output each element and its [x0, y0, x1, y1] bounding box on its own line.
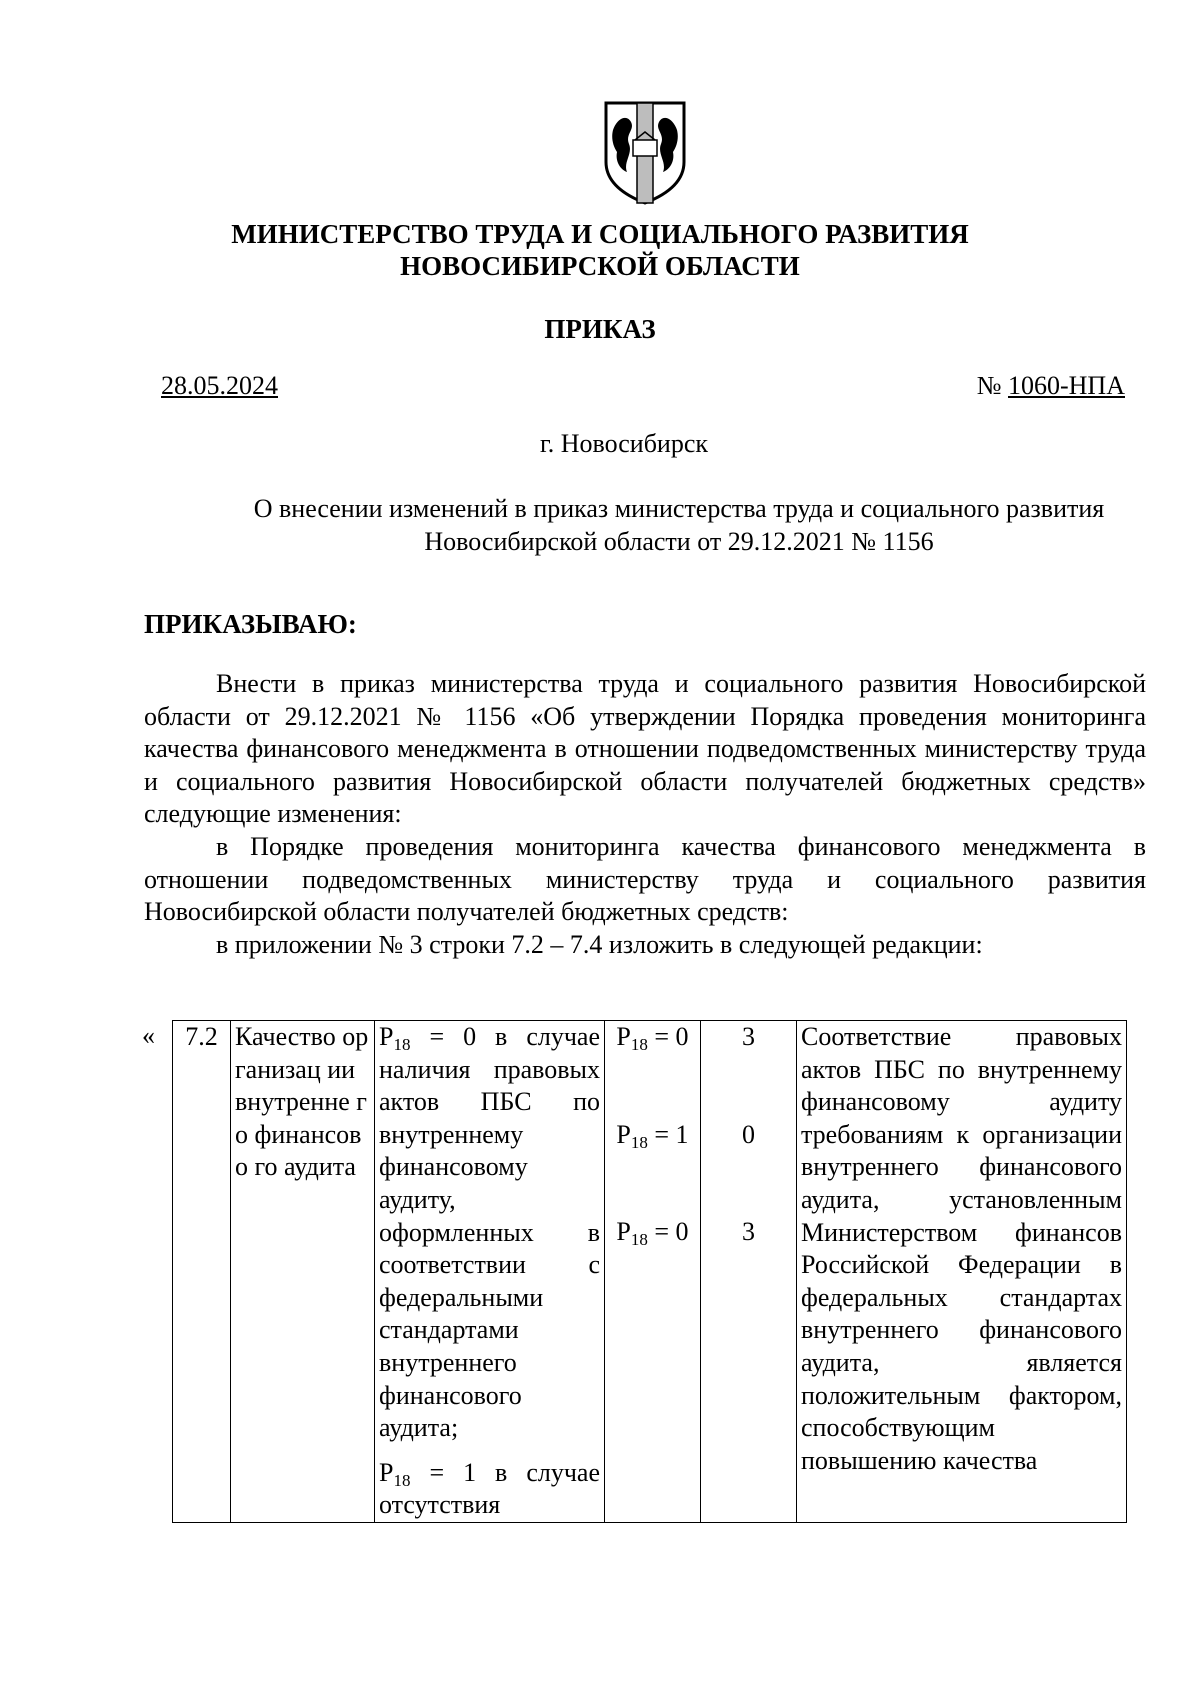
condition-2-text: = 1 в случае отсутствия: [379, 1457, 600, 1520]
condition-2: [379, 1457, 600, 1522]
score-values: [701, 1021, 797, 1523]
condition-2-var: P: [379, 1457, 394, 1487]
formula-var: P: [616, 1217, 631, 1247]
formula-var: P: [616, 1022, 631, 1051]
condition-2-sub: 18: [393, 1470, 411, 1490]
indicator-comment: Соответствие правовых актов ПБС по внутреннему финансовому аудиту требованиям к организации внутреннего финансового аудита, установленным Министерством финансов Российской Федерации в федеральных стандартах внутреннего финансового аудита, является положительным фактором, способствующим повышению качества: [797, 1021, 1127, 1523]
formula-values: [605, 1021, 701, 1523]
number-value: 1060-НПА: [1008, 371, 1125, 400]
paragraph-2: в Порядке проведения мониторинга качества финансового менеджмента в отношении подведомственных министерству труда и социального развития Новосибирской области получателей бюджетных средств:: [144, 831, 1146, 927]
ministry-name-line2: НОВОСИБИРСКОЙ ОБЛАСТИ: [400, 251, 800, 281]
number-prefix: №: [976, 371, 1008, 400]
score-1: 3: [742, 1022, 755, 1051]
open-quote: «: [142, 1021, 155, 1050]
amendment-table: [172, 1020, 1127, 1523]
score-3: 3: [742, 1217, 755, 1247]
condition-1-var: P: [379, 1022, 394, 1051]
indicator-conditions: [375, 1021, 605, 1523]
formula-var: P: [616, 1119, 631, 1149]
formula-value-1: [605, 1021, 700, 1054]
city-name: г. Новосибирск: [539, 429, 709, 458]
document-type: ПРИКАЗ: [544, 314, 656, 344]
order-body: [144, 668, 1146, 961]
table-row: [173, 1021, 1127, 1523]
indicator-name: Качество организац ии внутренне го финансово го аудита: [231, 1021, 375, 1523]
score-2: 0: [742, 1119, 755, 1149]
order-word: ПРИКАЗЫВАЮ:: [144, 609, 357, 639]
paragraph-3: в приложении № 3 строки 7.2 – 7.4 изложить в следующей редакции:: [216, 929, 983, 959]
formula-sub: 18: [630, 1132, 648, 1152]
paragraph-1: Внести в приказ министерства труда и социального развития Новосибирской области от 29.12.2021 № 1156 «Об утверждении Порядка проведения мониторинга качества финансового менеджмента в отношении подведомственных министерству труда и социального развития Новосибирской области получателей бюджетных средств» следующие изменения:: [144, 669, 1146, 829]
ministry-name-line1: МИНИСТЕРСТВО ТРУДА И СОЦИАЛЬНОГО РАЗВИТИЯ: [231, 219, 969, 249]
row-number: 7.2: [173, 1021, 231, 1523]
formula-value-2: [605, 1119, 700, 1152]
document-date: 28.05.2024: [161, 371, 278, 400]
formula-sub: 18: [630, 1230, 648, 1250]
subject-line1: О внесении изменений в приказ министерства труда и социального развития: [253, 494, 1105, 523]
subject-line2: Новосибирской области от 29.12.2021 № 1156: [424, 527, 934, 556]
condition-1-sub: 18: [393, 1035, 411, 1054]
condition-1: [379, 1021, 600, 1445]
formula-value-3: [605, 1216, 700, 1249]
formula-eq: = 1: [647, 1119, 689, 1149]
formula-sub: 18: [630, 1035, 648, 1054]
document-number: [977, 370, 1125, 402]
formula-eq: = 0: [647, 1217, 689, 1247]
city: [0, 428, 1200, 460]
formula-eq: = 0: [647, 1022, 689, 1051]
condition-1-text: = 0 в случае наличия правовых актов ПБС по внутреннему финансовому аудиту, оформленных в соответствии с федеральными стандартами внутреннего финансового аудита;: [379, 1022, 600, 1443]
coat-of-arms-emblem: [603, 100, 687, 206]
